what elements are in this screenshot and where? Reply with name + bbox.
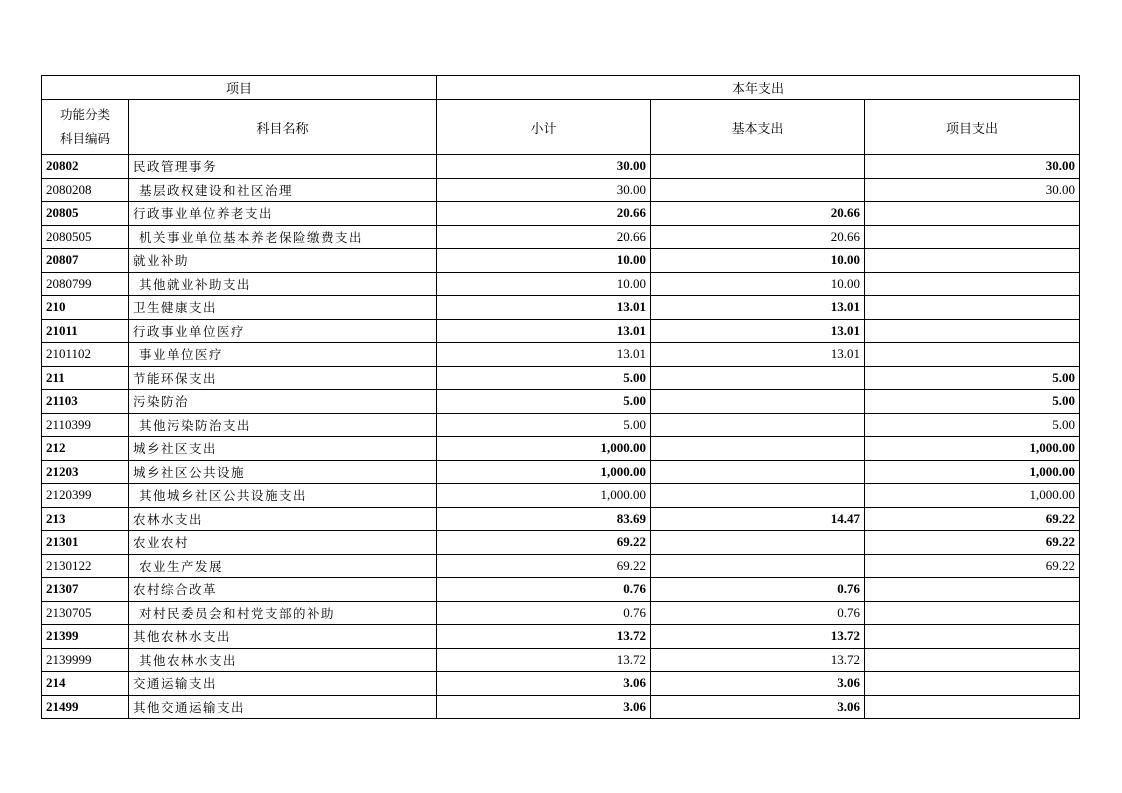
row-code: 2139999: [42, 648, 129, 672]
row-subtotal: 83.69: [437, 507, 651, 531]
row-code: 2110399: [42, 413, 129, 437]
row-subject-name: 其他农林水支出: [129, 648, 437, 672]
row-subject-name: 对村民委员会和村党支部的补助: [129, 601, 437, 625]
row-code: 2130705: [42, 601, 129, 625]
row-project-expense: [865, 296, 1080, 320]
row-project-expense: 1,000.00: [865, 484, 1080, 508]
row-subject-name: 行政事业单位医疗: [129, 319, 437, 343]
row-subtotal: 13.01: [437, 319, 651, 343]
row-basic-expense: 13.72: [651, 625, 865, 649]
row-basic-expense: [651, 390, 865, 414]
row-subtotal: 20.66: [437, 225, 651, 249]
row-subject-name: 事业单位医疗: [129, 343, 437, 367]
row-subject-name: 其他农林水支出: [129, 625, 437, 649]
row-basic-expense: 0.76: [651, 578, 865, 602]
row-project-expense: 1,000.00: [865, 437, 1080, 461]
row-subject-name: 污染防治: [129, 390, 437, 414]
header-func-class-line1: 功能分类: [59, 107, 110, 122]
row-basic-expense: [651, 413, 865, 437]
row-project-expense: [865, 202, 1080, 226]
row-project-expense: [865, 343, 1080, 367]
table-row: [42, 648, 1080, 672]
row-code: 21011: [42, 319, 129, 343]
row-project-expense: [865, 249, 1080, 273]
row-project-expense: [865, 601, 1080, 625]
row-subtotal: 13.72: [437, 648, 651, 672]
row-subject-name: 城乡社区支出: [129, 437, 437, 461]
row-code: 2080208: [42, 178, 129, 202]
row-code: 21203: [42, 460, 129, 484]
table-row: [42, 531, 1080, 555]
row-subtotal: 5.00: [437, 366, 651, 390]
row-code: 2120399: [42, 484, 129, 508]
row-basic-expense: 13.01: [651, 343, 865, 367]
row-basic-expense: [651, 366, 865, 390]
row-basic-expense: 0.76: [651, 601, 865, 625]
row-basic-expense: 13.01: [651, 319, 865, 343]
row-subject-name: 其他城乡社区公共设施支出: [129, 484, 437, 508]
row-subject-name: 交通运输支出: [129, 672, 437, 696]
row-subject-name: 农村综合改革: [129, 578, 437, 602]
table-row: [42, 225, 1080, 249]
row-project-expense: 5.00: [865, 413, 1080, 437]
row-basic-expense: [651, 460, 865, 484]
row-code: 210: [42, 296, 129, 320]
row-project-expense: [865, 672, 1080, 696]
header-project: 项目: [42, 76, 437, 100]
table-row: [42, 343, 1080, 367]
row-subject-name: 其他就业补助支出: [129, 272, 437, 296]
row-subtotal: 5.00: [437, 390, 651, 414]
row-basic-expense: [651, 484, 865, 508]
row-subtotal: 30.00: [437, 155, 651, 179]
table-row: [42, 296, 1080, 320]
header-func-class-code: [42, 100, 129, 155]
row-code: 2101102: [42, 343, 129, 367]
table-row: [42, 601, 1080, 625]
row-basic-expense: 20.66: [651, 202, 865, 226]
row-subject-name: 农业农村: [129, 531, 437, 555]
row-subject-name: 就业补助: [129, 249, 437, 273]
header-row-top: [42, 76, 1080, 100]
table-row: [42, 695, 1080, 719]
row-basic-expense: [651, 554, 865, 578]
row-subtotal: 10.00: [437, 249, 651, 273]
table-row: [42, 155, 1080, 179]
table-row: [42, 413, 1080, 437]
row-project-expense: 5.00: [865, 390, 1080, 414]
row-project-expense: 30.00: [865, 178, 1080, 202]
row-basic-expense: 14.47: [651, 507, 865, 531]
row-project-expense: 69.22: [865, 507, 1080, 531]
row-code: 211: [42, 366, 129, 390]
row-subject-name: 行政事业单位养老支出: [129, 202, 437, 226]
row-project-expense: [865, 578, 1080, 602]
row-basic-expense: 13.72: [651, 648, 865, 672]
table-row: [42, 202, 1080, 226]
row-code: 212: [42, 437, 129, 461]
header-subject-name: 科目名称: [129, 100, 437, 155]
table-row: [42, 460, 1080, 484]
row-code: 2130122: [42, 554, 129, 578]
row-project-expense: [865, 319, 1080, 343]
table-row: [42, 319, 1080, 343]
header-row-columns: [42, 100, 1080, 155]
header-basic-expense: 基本支出: [651, 100, 865, 155]
row-basic-expense: [651, 178, 865, 202]
row-basic-expense: 10.00: [651, 272, 865, 296]
table-row: [42, 272, 1080, 296]
row-subject-name: 民政管理事务: [129, 155, 437, 179]
row-subtotal: 0.76: [437, 578, 651, 602]
row-basic-expense: 3.06: [651, 672, 865, 696]
row-code: 21399: [42, 625, 129, 649]
row-project-expense: 5.00: [865, 366, 1080, 390]
table-row: [42, 578, 1080, 602]
row-code: 214: [42, 672, 129, 696]
row-subtotal: 1,000.00: [437, 484, 651, 508]
row-subtotal: 1,000.00: [437, 437, 651, 461]
row-basic-expense: 13.01: [651, 296, 865, 320]
table-body: [42, 155, 1080, 719]
row-project-expense: 1,000.00: [865, 460, 1080, 484]
table-row: [42, 507, 1080, 531]
header-year-expense: 本年支出: [437, 76, 1080, 100]
row-code: 213: [42, 507, 129, 531]
table-row: [42, 625, 1080, 649]
row-code: 21307: [42, 578, 129, 602]
row-code: 21301: [42, 531, 129, 555]
table-row: [42, 366, 1080, 390]
row-code: 2080505: [42, 225, 129, 249]
table-row: [42, 672, 1080, 696]
row-subject-name: 节能环保支出: [129, 366, 437, 390]
row-subject-name: 其他交通运输支出: [129, 695, 437, 719]
row-basic-expense: [651, 155, 865, 179]
row-basic-expense: 10.00: [651, 249, 865, 273]
expenditure-table: [41, 75, 1080, 719]
row-project-expense: [865, 625, 1080, 649]
row-project-expense: [865, 695, 1080, 719]
row-subject-name: 其他污染防治支出: [129, 413, 437, 437]
row-project-expense: [865, 272, 1080, 296]
row-basic-expense: 20.66: [651, 225, 865, 249]
row-basic-expense: [651, 531, 865, 555]
table-row: [42, 390, 1080, 414]
row-subtotal: 1,000.00: [437, 460, 651, 484]
row-subject-name: 城乡社区公共设施: [129, 460, 437, 484]
row-subtotal: 13.01: [437, 343, 651, 367]
row-code: 2080799: [42, 272, 129, 296]
row-project-expense: [865, 648, 1080, 672]
row-subtotal: 0.76: [437, 601, 651, 625]
row-subtotal: 69.22: [437, 531, 651, 555]
row-project-expense: [865, 225, 1080, 249]
row-subject-name: 农林水支出: [129, 507, 437, 531]
header-project-expense: 项目支出: [865, 100, 1080, 155]
row-project-expense: 69.22: [865, 554, 1080, 578]
row-subtotal: 13.01: [437, 296, 651, 320]
row-project-expense: 69.22: [865, 531, 1080, 555]
row-subject-name: 农业生产发展: [129, 554, 437, 578]
row-subtotal: 30.00: [437, 178, 651, 202]
row-subtotal: 20.66: [437, 202, 651, 226]
row-project-expense: 30.00: [865, 155, 1080, 179]
row-code: 20807: [42, 249, 129, 273]
row-code: 21103: [42, 390, 129, 414]
header-subtotal: 小计: [437, 100, 651, 155]
row-subtotal: 10.00: [437, 272, 651, 296]
row-subject-name: 卫生健康支出: [129, 296, 437, 320]
row-basic-expense: [651, 437, 865, 461]
row-subtotal: 69.22: [437, 554, 651, 578]
row-subject-name: 机关事业单位基本养老保险缴费支出: [129, 225, 437, 249]
table-row: [42, 484, 1080, 508]
header-func-class-line2: 科目编码: [59, 131, 110, 146]
row-subtotal: 5.00: [437, 413, 651, 437]
row-subject-name: 基层政权建设和社区治理: [129, 178, 437, 202]
row-subtotal: 3.06: [437, 695, 651, 719]
row-basic-expense: 3.06: [651, 695, 865, 719]
table-row: [42, 437, 1080, 461]
table-row: [42, 554, 1080, 578]
row-code: 20805: [42, 202, 129, 226]
row-code: 20802: [42, 155, 129, 179]
table-row: [42, 249, 1080, 273]
table-row: [42, 178, 1080, 202]
row-subtotal: 3.06: [437, 672, 651, 696]
row-code: 21499: [42, 695, 129, 719]
row-subtotal: 13.72: [437, 625, 651, 649]
